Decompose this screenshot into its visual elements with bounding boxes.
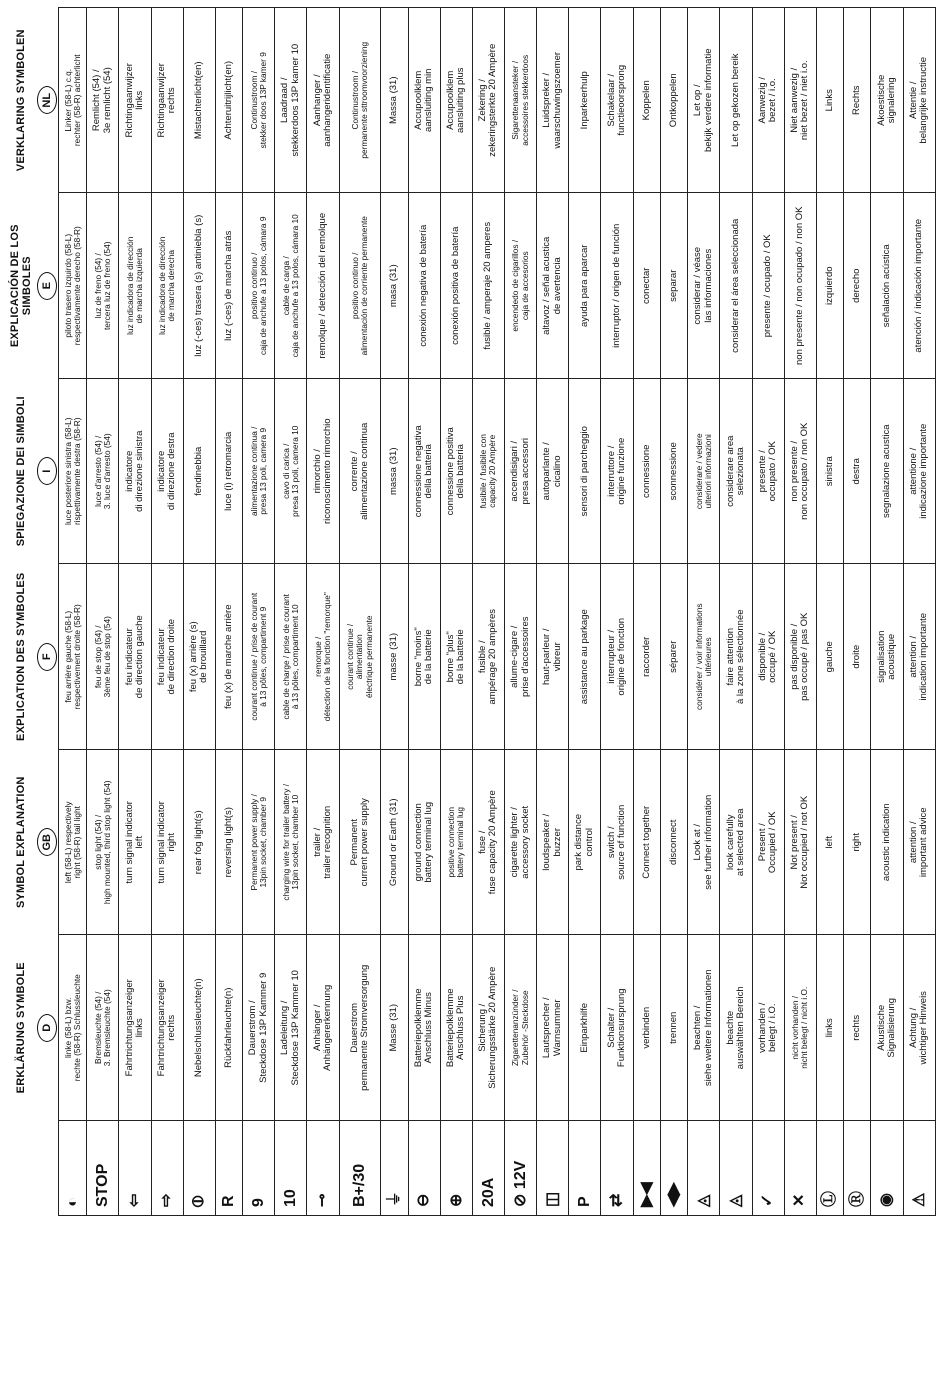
explanation-e: encendedo de cigarillos / caja de accesorios [505,193,537,379]
legend-row [784,8,816,1216]
explanation-f: feu indicateur de direction gauche [119,564,151,750]
explanation-f: allume-cigare / prise d'accessoires [505,564,537,750]
explanation-e: izquierdo [816,193,843,379]
explanation-gb: rear fog light(s) [183,750,215,936]
symbol-icon: 10 [275,1121,307,1216]
explanation-d: beachte auswählten Bereich [720,935,752,1121]
legend-row [151,8,183,1216]
legend-row [275,8,307,1216]
explanation-nl: Mistachterlicht(en) [183,8,215,194]
explanation-f: considérer / voir informations ultérieures [688,564,720,750]
explanation-nl: Aanhanger / aanhangeridentificatie [307,8,339,194]
column-title-f: EXPLICATION DES SYMBOLES [14,572,27,741]
legend-row [119,8,151,1216]
legend-row [752,8,784,1216]
explanation-e: luz (-ces) trasera (s) antiniebla (s) [183,193,215,379]
language-badge: D [37,1014,57,1042]
language-badge: NL [37,86,57,114]
legend-row [660,8,687,1216]
explanation-gb: Look at / see further information [688,750,720,936]
explanation-f: interrupteur / origine de fonction [601,564,633,750]
explanation-gb: fuse / fuse capacity 20 Ampère [472,750,504,936]
explanation-f: assistance au parkage [569,564,601,750]
explanation-gb: attention / important advice [903,750,935,936]
legend-row [59,8,87,1216]
explanation-gb: ground connection battery terminal lug [408,750,440,936]
explanation-i: fendinebbia [183,379,215,565]
explanation-d: Anhänger / Anhängererkennung [307,935,339,1121]
explanation-f: pas disponible / pas occupé / pas OK [784,564,816,750]
explanation-i: non presente / non occupato / non OK [784,379,816,565]
explanation-e: cable de carga / caja de anchufe a 13 polos, cámara 10 [275,193,307,379]
explanation-e: positivo continuo / caja de anchufe a 13 polos, cámara 9 [243,193,275,379]
explanation-f: borne "moins" de la batterie [408,564,440,750]
explanation-i: attentione / indicazione importante [903,379,935,565]
explanation-d: Bremsleuchte (54) / 3. Bremsleuchte (54) [87,935,119,1121]
explanation-e: ayuda para aparcar [569,193,601,379]
explanation-f: feu (x) de marche arrière [215,564,242,750]
explanation-f: attention / indication importante [903,564,935,750]
explanation-d: Fahrtrichtungsanzeiger links [119,935,151,1121]
explanation-gb: Present / Occupied / OK [752,750,784,936]
explanation-nl: Aanwezig / bezet / i.o. [752,8,784,194]
explanation-gb: switch / source of function [601,750,633,936]
explanation-f: signalisation acoustique [871,564,903,750]
legend-row [601,8,633,1216]
legend-row [87,8,119,1216]
symbol-icon: ✕ [784,1121,816,1216]
explanation-nl: Achteruitrijlicht(en) [215,8,242,194]
explanation-gb: left (58-L) respectively right (58-R) tail light [59,750,87,936]
explanation-i: destra [844,379,871,565]
legend-row [183,8,215,1216]
explanation-nl: Links [816,8,843,194]
legend-row [307,8,339,1216]
explanation-gb: charging wire for trailer battery / 13pin socket, chamber 10 [275,750,307,936]
explanation-f: feu indicateur de direction droite [151,564,183,750]
explanation-i: indicatore di direzione sinistra [119,379,151,565]
symbol-code-cell [36,1121,59,1216]
explanation-e: señalación acústica [871,193,903,379]
explanation-i: segnalazione acustica [871,379,903,565]
symbol-icon: ⇦ [119,1121,151,1216]
explanation-f: masse (31) [381,564,408,750]
language-badge: E [37,272,57,300]
explanation-d: Masse (31) [381,935,408,1121]
language-code-d [36,935,59,1121]
explanation-gb: turn signal indicator right [151,750,183,936]
legend-row [569,8,601,1216]
column-title-i: SPIEGAZIONE DEI SIMBOLI [14,396,27,547]
legend-row [816,8,843,1216]
legend-row [903,8,935,1216]
legend-row [440,8,472,1216]
explanation-nl: Sigarettenaansteker / accessoires stekkerdoos [505,8,537,194]
language-badge: GB [37,828,57,856]
symbol-icon: 20A [472,1121,504,1216]
explanation-d: vorhanden / belegt / i.O. [752,935,784,1121]
explanation-d: Fahrtrichtungsanzeiger rechts [151,935,183,1121]
symbol-icon: ⇨ [151,1121,183,1216]
explanation-d: trennen [660,935,687,1121]
language-code-e [36,193,59,379]
symbol-icon: ▶◀ [633,1121,660,1216]
language-badge: F [37,643,57,671]
explanation-gb: acoustic indication [871,750,903,936]
explanation-i: sensori di parcheggio [569,379,601,565]
legend-row [215,8,242,1216]
explanation-d: links [816,935,843,1121]
explanation-nl: Let op gekozen bereik [720,8,752,194]
explanation-e: interruptor / origen de función [601,193,633,379]
symbol-icon: ◐ [59,1121,87,1216]
symbol-icon: ◬ [688,1121,720,1216]
symbol-icon: ✓ [752,1121,784,1216]
explanation-e: considerar el área seleccionada [720,193,752,379]
legend-row [381,8,408,1216]
explanation-d: Ladeleitung / Steckdose 13P Kammer 10 [275,935,307,1121]
symbol-icon: ◀▶ [660,1121,687,1216]
explanation-nl: Massa (31) [381,8,408,194]
explanation-e: presente / ocupado / OK [752,193,784,379]
legend-row [339,8,381,1216]
explanation-nl: Let op / bekijk verdere informatie [688,8,720,194]
legend-row [505,8,537,1216]
explanation-i: alimentazione continua / presa 13 poli, camera 9 [243,379,275,565]
explanation-i: rimorchio / riconoscimento rimorchio [307,379,339,565]
explanation-d: Schalter / Funktionsursprung [601,935,633,1121]
explanation-nl: Richtingaanwijzer rechts [151,8,183,194]
explanation-i: considerare / vedere ulteriori informazioni [688,379,720,565]
explanation-nl: Inparkeerhulp [569,8,601,194]
explanation-i: massa (31) [381,379,408,565]
explanation-e: non presente / non ocupado / non OK [784,193,816,379]
legend-row [537,8,569,1216]
explanation-i: autoparlante / cicalino [537,379,569,565]
explanation-gb: stop light (54) / high mounted, third stop light (54) [87,750,119,936]
explanation-d: Batteriepolklemme Anschluss Minus [408,935,440,1121]
symbol-icon: B+/30 [339,1121,381,1216]
legend-rows [59,8,936,1216]
explanation-d: Zigarettenanzünder / Zubehör -Steckdose [505,935,537,1121]
language-badge: I [37,457,57,485]
explanation-i: considerare area selezionata [720,379,752,565]
explanation-d: Sicherung / Sicherungsstärke 20 Ampère [472,935,504,1121]
explanation-e: conexión negativa de batería [408,193,440,379]
explanation-gb: Not present / Not occupied / not OK [784,750,816,936]
explanation-e: positivo continuo / alimentación de corriente permanente [339,193,381,379]
explanation-i: connessione positiva della batteria [440,379,472,565]
explanation-e: considerar / véase las informaciones [688,193,720,379]
explanation-i: interruttore / origine funzione [601,379,633,565]
explanation-d: Dauerstrom / Steckdose 13P Kammer 9 [243,935,275,1121]
explanation-nl: Koppelen [633,8,660,194]
symbol-icon: P [569,1121,601,1216]
symbol-icon: ⚠ [903,1121,935,1216]
explanation-d: Lautsprecher / Warnsummer [537,935,569,1121]
explanation-e: luz (-ces) de marcha atrás [215,193,242,379]
explanation-i: connessione negativa della batteria [408,379,440,565]
explanation-e: piloto trasero izquirdo (58-L) respectivamente derecho (58-R) [59,193,87,379]
explanation-e: atención / indicación importante [903,193,935,379]
explanation-i: corrente / alimentazione continua [339,379,381,565]
explanation-nl: Laadraad / stekkerdoos 13P kamer 10 [275,8,307,194]
explanation-f: feu de stop (54) / 3ème feu de stop (54) [87,564,119,750]
symbol-icon: ⦶ [183,1121,215,1216]
explanation-gb: Ground or Earth (31) [381,750,408,936]
explanation-f: haut-parleur / vibreur [537,564,569,750]
explanation-gb: park distance control [569,750,601,936]
symbol-icon: R [215,1121,242,1216]
explanation-gb: turn signal indicator left [119,750,151,936]
explanation-nl: Accupoolklem aansluiting min [408,8,440,194]
explanation-nl: Ontkoppelen [660,8,687,194]
explanation-nl: Niet aanwezig / niet bezet / niet i.o. [784,8,816,194]
explanation-d: verbinden [633,935,660,1121]
explanation-f: borne "plus" de la batterie [440,564,472,750]
symbol-icon: ◫ [537,1121,569,1216]
legend-row [871,8,903,1216]
explanation-d: Batteriepolklemme Anschluss Plus [440,935,472,1121]
explanation-i: sconnessione [660,379,687,565]
explanation-nl: Continustroom / stekker doos 13P kamer 9 [243,8,275,194]
explanation-nl: Continustroom / permanente sttroomvoorziening [339,8,381,194]
explanation-f: gauche [816,564,843,750]
explanation-e: luz indicadora de dirección de marcha derecha [151,193,183,379]
explanation-f: feu arrière gauche (58-L) respectivement droite (58-R) [59,564,87,750]
column-title-gb: SYMBOL EXPLANATION [14,776,27,909]
explanation-f: disponible / occupé / OK [752,564,784,750]
explanation-f: courant continue / alimentation électrique permanente [339,564,381,750]
explanation-nl: Remlicht (54) / 3e remlicht (54) [87,8,119,194]
column-title-nl: VERKLARING SYMBOLEN [14,29,27,172]
explanation-f: courant continue / prise de courant à 13 pôles, compartiment 9 [243,564,275,750]
symbol-icon: STOP [87,1121,119,1216]
explanation-e: masa (31) [381,193,408,379]
legend-row [844,8,871,1216]
explanation-gb: Permanent power supply / 13pin socket, chamber 9 [243,750,275,936]
explanation-gb: right [844,750,871,936]
explanation-gb: cigarette lighter / accessory socket [505,750,537,936]
explanation-f: droite [844,564,871,750]
explanation-nl: Linker (58-L) c.q. rechter (58-R) achterlicht [59,8,87,194]
symbol-column-header [8,1121,36,1216]
explanation-i: fusibile / fusibile con capacity 20 Ampère [472,379,504,565]
legend-row [720,8,752,1216]
explanation-gb: look carefully at selected area [720,750,752,936]
explanation-i: indicatore di direzione destra [151,379,183,565]
explanation-f: feu (x) arrière (s) de brouillard [183,564,215,750]
explanation-e: separar [660,193,687,379]
symbol-icon: ◉ [871,1121,903,1216]
explanation-gb: positive connection battery terminal lug [440,750,472,936]
legend-row [688,8,720,1216]
legend-row [633,8,660,1216]
explanation-e: fusible / amperaje 20 amperes [472,193,504,379]
explanation-nl: Richtingaanwijzer links [119,8,151,194]
explanation-f: séparer [660,564,687,750]
explanation-i: luce d'arresto (54) / 3. luce d'arresto (54) [87,379,119,565]
explanation-d: rechts [844,935,871,1121]
symbol-icon: Ⓛ [816,1121,843,1216]
symbol-icon: ◬ [720,1121,752,1216]
explanation-e: luz de freno (54) / tercera luz de freno (54) [87,193,119,379]
symbol-icon: ⇄ [601,1121,633,1216]
explanation-nl: Accupoolklem aansluiting plus [440,8,472,194]
symbol-legend-table [8,7,936,1216]
explanation-f: faire attention à la zone sélectionnée [720,564,752,750]
explanation-f: raccorder [633,564,660,750]
explanation-gb: left [816,750,843,936]
explanation-i: presente / occupato / OK [752,379,784,565]
explanation-i: luce (i) retromarcia [215,379,242,565]
explanation-i: sinistra [816,379,843,565]
explanation-e: conectar [633,193,660,379]
column-title-e: EXPLICACIÓN DE LOS SIMBOLES [8,224,33,348]
symbol-icon: ⊕ [440,1121,472,1216]
explanation-e: derecho [844,193,871,379]
explanation-nl: Akoestische signalering [871,8,903,194]
explanation-gb: Permanent current power supply [339,750,381,936]
header-title-row [8,8,36,1216]
symbol-icon: 9 [243,1121,275,1216]
explanation-i: cavo di carica / presa 13 poli, camera 10 [275,379,307,565]
symbol-icon: ⊸ [307,1121,339,1216]
explanation-e: conexión positiva de batería [440,193,472,379]
legend-row [408,8,440,1216]
language-code-nl [36,8,59,194]
symbol-icon: ⊘ 12V [505,1121,537,1216]
symbol-icon: Ⓡ [844,1121,871,1216]
explanation-f: fusible / ampérage 20 ampères [472,564,504,750]
header-code-row [36,8,59,1216]
language-code-gb [36,750,59,936]
explanation-f: remorque / détection de la fonction "remorque" [307,564,339,750]
explanation-e: altavoz / señal acustica de avertencia [537,193,569,379]
explanation-i: luce posteriore sinistra (58-L) rispettivamente destra (58-R) [59,379,87,565]
legend-row [472,8,504,1216]
explanation-gb: Connect together [633,750,660,936]
symbol-icon: ⊖ [408,1121,440,1216]
symbol-icon: ⏚ [381,1121,408,1216]
explanation-nl: Luidspreker / waarschuwingszoemer [537,8,569,194]
explanation-d: linke (58-L) bzw. rechte (58-R) Schlussleuchte [59,935,87,1121]
explanation-e: luz indicadora de dirección de marcha izquierda [119,193,151,379]
explanation-d: nicht vorhanden / nicht belegt / nicht i.O. [784,935,816,1121]
language-code-f [36,564,59,750]
explanation-d: Akustische Signalisierung [871,935,903,1121]
explanation-d: Achtung / wichtiger Hinweis [903,935,935,1121]
explanation-gb: reversing light(s) [215,750,242,936]
explanation-nl: Schakelaar / functieoorsprong [601,8,633,194]
explanation-d: Nebelschlussleuchte(n) [183,935,215,1121]
explanation-f: cable de charge / prise de courant à 13 pôles, compartiment 10 [275,564,307,750]
explanation-d: beachten / siehe weitere Informationen [688,935,720,1121]
explanation-gb: disconnect [660,750,687,936]
explanation-i: accendisigari / presa accessori [505,379,537,565]
column-title-d: ERKLÄRUNG SYMBOLE [14,962,27,1094]
explanation-e: remolque / detección del remolque [307,193,339,379]
explanation-nl: Rechts [844,8,871,194]
explanation-d: Dauerstrom permanente Stromversorgung [339,935,381,1121]
explanation-nl: Attentie / belangrijke instructie [903,8,935,194]
legend-row [243,8,275,1216]
explanation-i: connessione [633,379,660,565]
explanation-gb: loudspeaker / buzzer [537,750,569,936]
explanation-d: Einparkhilfe [569,935,601,1121]
explanation-gb: trailer / trailer recognition [307,750,339,936]
explanation-d: Rückfahrleuchte(n) [215,935,242,1121]
explanation-nl: Zekering / zekeringsterkte 20 Ampère [472,8,504,194]
language-code-i [36,379,59,565]
